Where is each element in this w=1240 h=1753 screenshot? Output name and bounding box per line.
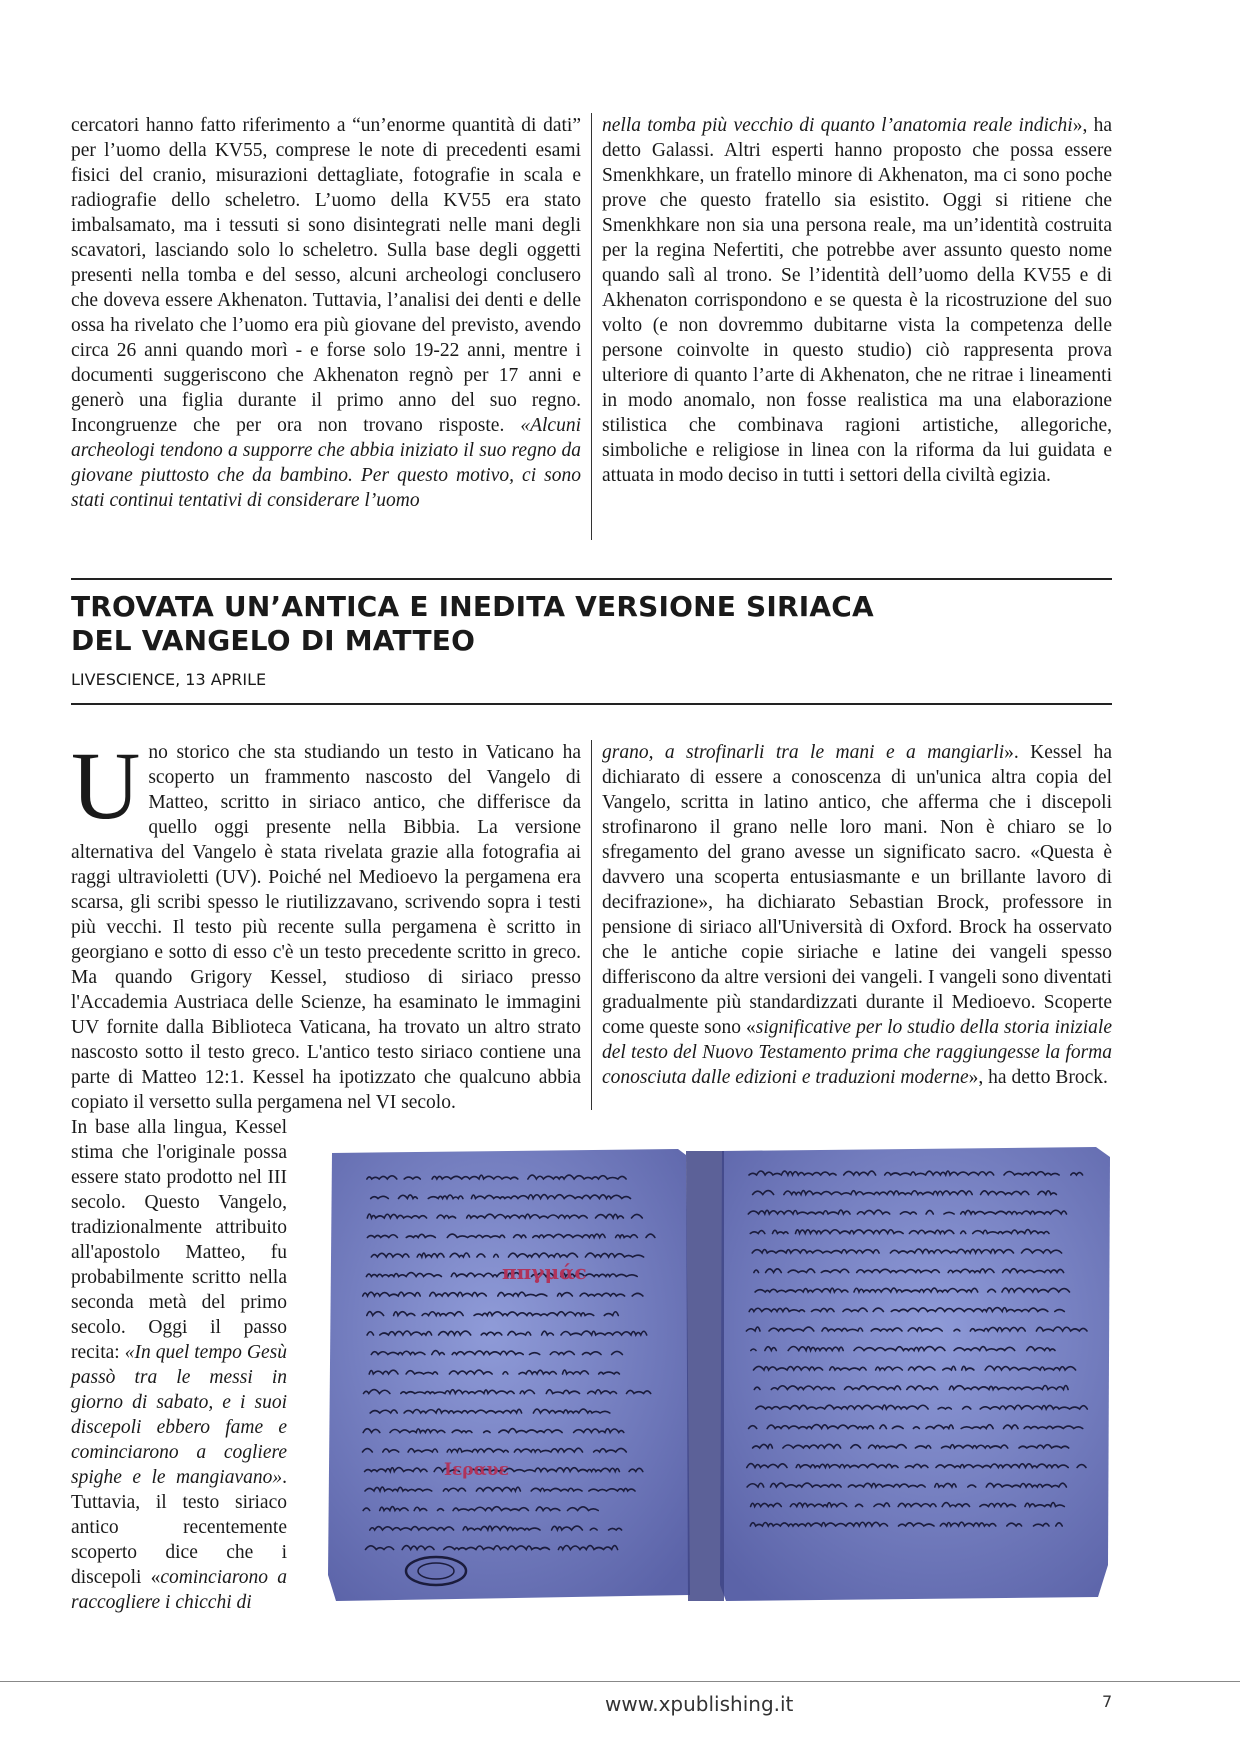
title-line-1: TROVATA UN’ANTICA E INEDITA VERSIONE SIRIACA <box>71 590 874 623</box>
column-divider <box>591 740 592 1110</box>
paragraph <box>71 732 581 1115</box>
footer-rule <box>0 1681 1240 1682</box>
paragraph <box>602 113 1112 488</box>
article-left-column <box>71 732 581 1115</box>
paragraph <box>71 1115 287 1615</box>
top-article-left-column <box>71 113 581 513</box>
footer-url: www.xpublishing.it <box>605 1692 794 1716</box>
manuscript-fold-shadow <box>686 1151 724 1601</box>
text-run: no storico che sta studiando un testo in Vaticano ha scoperto un frammento nascosto del Vangelo di Matteo, scritto in siriaco antico, che differisce da quello oggi presente nella Bibbia. La versione alternativa del Vangelo è stata rivelata grazie alla fotografia ai raggi ultravioletti (UV). Poiché nel Medioevo la pergamena era scarsa, gli scribi spesso le riutilizzavano, scrivendo sopra i testi più vecchi. Il testo più recente sulla pergamena è scritto in georgiano e sotto di esso c'è un testo precedente scritto in greco. Ma quando Grigory Kessel, studioso di siriaco presso l'Accademia Austriaca delle Scienze, ha esaminato le immagini UV fornite dalla Biblioteca Vaticana, ha trovato un altro strato nascosto sotto il testo greco. L'antico testo siriaco contiene una parte di Matteo 12:1. Kessel ha ipotizzato che qualcuno abbia copiato il versetto sulla pergamena nel VI secolo. <box>71 742 581 1113</box>
text-run: », ha detto Brock. <box>968 1067 1108 1088</box>
manuscript-photo <box>326 1145 1112 1603</box>
article-title <box>71 590 1112 658</box>
article-source: LIVESCIENCE, 13 APRILE <box>71 670 267 689</box>
manuscript-red-heading: ππγμάc <box>502 1260 587 1284</box>
paragraph <box>71 113 581 513</box>
manuscript-red-word: Ιεραυε <box>444 1460 509 1480</box>
italic-text-run: grano, a strofinarli tra le mani e a mangiarli <box>602 742 1005 763</box>
italic-text-run: significative per lo studio della storia iniziale del testo del Nuovo Testamento prima che raggiungesse la forma conosciuta dalle edizioni e traduzioni moderne <box>602 1017 1112 1088</box>
text-run: . Tuttavia, il testo siriaco antico recentemente scoperto dice che i discepoli « <box>71 1467 287 1588</box>
text-run: ». Kessel ha dichiarato di essere a conoscenza di un'unica altra copia del Vangelo, scritta in latino antico, che afferma che i discepoli strofinarono il grano nelle loro mani. Non è chiaro se lo sfregamento del grano avesse un significato sacro. «Questa è davvero una scoperta entusiasmante e un brillante lavoro di decifrazione», ha dichiarato Sebastian Brock, professore in pensione di siriaco all'Università di Oxford. Brock ha osservato che le antiche copie siriache e latine dei vangeli spesso differiscono da altre versioni dei vangeli. I vangeli sono diventati gradualmente più standardizzati durante il Medioevo. Scoperte come queste sono « <box>602 742 1112 1038</box>
italic-text-run: cominciarono a raccogliere i chicchi di <box>71 1567 287 1613</box>
title-line-2: DEL VANGELO DI MATTEO <box>71 624 476 657</box>
italic-text-run: «In quel tempo Gesù passò tra le messi in giorno di sabato, e i suoi discepoli ebbero fame e cominciarono a cogliere spighe e le mangiavano» <box>71 1342 287 1488</box>
column-divider <box>591 113 592 540</box>
italic-text-run: «Alcuni archeologi tendono a supporre che abbia iniziato il suo regno da giovane piuttosto che da bambino. Per questo motivo, ci sono stati continui tentativi di considerare l’uomo <box>71 415 581 511</box>
article-wrap-column <box>71 1115 287 1615</box>
manuscript-right-page <box>720 1147 1110 1601</box>
section-rule-bottom <box>71 703 1112 705</box>
top-article-right-column <box>602 113 1112 488</box>
italic-text-run: nella tomba più vecchio di quanto l’anatomia reale indichi <box>602 115 1073 136</box>
article-right-column <box>602 740 1112 1090</box>
drop-cap: U <box>71 732 141 839</box>
paragraph <box>602 740 1112 1090</box>
text-run: », ha detto Galassi. Altri esperti hanno proposto che possa essere Smenkhkare, un fratello minore di Akhenaton, ma ci sono poche prove che questo fratello sia esistito. Oggi si ritiene che Smenkhkare non sia una persona reale, ma un’identità costruita per la regina Nefertiti, che potrebbe aver assunto questo nome quando salì al trono. Se l’identità dell’uomo della KV55 e di Akhenaton corrispondono e se questa è la ricostruzione del suo volto (e non dovremmo dubitarne vista la competenza delle persone coinvolte in questo studio) ciò rappresenta prova ulteriore di quanto l’arte di Akhenaton, che ne ritrae i lineamenti in modo anomalo, non fosse realistica ma una elaborazione stilistica che combinava ragioni artistiche, allegoriche, simboliche e religiose in linea con la riforma da lui guidata e attuata in modo deciso in tutti i settori della civiltà egizia. <box>602 115 1112 486</box>
section-rule-top <box>71 578 1112 580</box>
page-number: 7 <box>1102 1692 1113 1711</box>
text-run: In base alla lingua, Kessel stima che l'originale possa essere stato prodotto nel III secolo. Questo Vangelo, tradizionalmente attribuito all'apostolo Matteo, fu probabilmente scritto nella seconda metà del primo secolo. Oggi il passo recita: <box>71 1117 287 1363</box>
text-run: cercatori hanno fatto riferimento a “un’enorme quantità di dati” per l’uomo della KV55, comprese le note di precedenti esami fisici del cranio, misurazioni dettagliate, fotografie in scala e radiografie dello scheletro. L’uomo della KV55 era stato imbalsamato, ma i tessuti si sono disintegrati nelle mani degli scavatori, lasciando solo lo scheletro. Sulla base degli oggetti presenti nella tomba e del sesso, alcuni archeologi conclusero che doveva essere Akhenaton. Tuttavia, l’analisi dei denti e delle ossa ha rivelato che l’uomo era più giovane del previsto, avendo circa 26 anni quando morì - e forse solo 19-22 anni, mentre i documenti suggeriscono che Akhenaton regnò per 17 anni e generò una figlia durante il primo anno del suo regno. Incongruenze che per ora non trovano risposte. <box>71 115 581 436</box>
